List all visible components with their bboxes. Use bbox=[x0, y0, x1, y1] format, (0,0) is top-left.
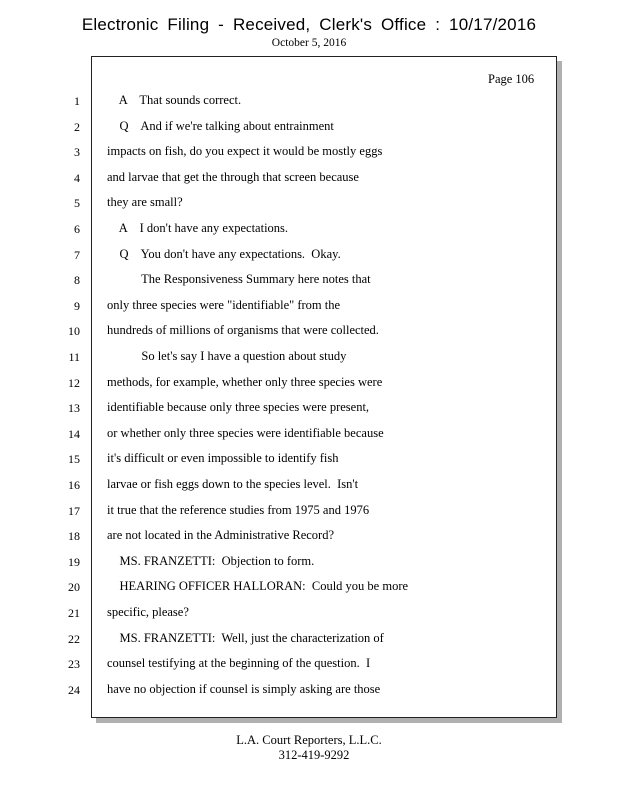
line-number: 24 bbox=[68, 683, 80, 697]
line-text: have no objection if counsel is simply asking are those bbox=[107, 682, 381, 696]
filing-stamp: Electronic Filing - Received, Clerk's Office : 10/17/2016 bbox=[81, 15, 537, 34]
line-text: identifiable because only three species were present, bbox=[107, 400, 370, 414]
line-text: it's difficult or even impossible to identify fish bbox=[107, 451, 339, 465]
line-text: HEARING OFFICER HALLORAN: Could you be more bbox=[107, 579, 409, 593]
line-number: 12 bbox=[68, 376, 80, 390]
line-number: 4 bbox=[74, 171, 80, 185]
line-number: 1 bbox=[74, 94, 80, 108]
line-number: 13 bbox=[68, 401, 80, 415]
line-text: larvae or fish eggs down to the species level. Isn't bbox=[107, 477, 359, 491]
line-text: A I don't have any expectations. bbox=[107, 221, 289, 235]
line-number: 5 bbox=[74, 196, 80, 210]
line-number: 11 bbox=[68, 350, 80, 364]
line-number: 23 bbox=[68, 657, 80, 671]
line-number: 20 bbox=[68, 580, 80, 594]
line-text: MS. FRANZETTI: Objection to form. bbox=[107, 554, 315, 568]
line-number: 6 bbox=[74, 222, 80, 236]
reporter-phone: 312-419-9292 bbox=[278, 748, 350, 762]
line-number: 22 bbox=[68, 632, 80, 646]
line-text: Q And if we're talking about entrainment bbox=[107, 119, 334, 133]
line-number: 3 bbox=[74, 145, 80, 159]
line-text: A That sounds correct. bbox=[107, 93, 242, 107]
line-number: 14 bbox=[68, 427, 80, 441]
reporter-company: L.A. Court Reporters, L.L.C. bbox=[236, 733, 382, 747]
line-number: 17 bbox=[68, 504, 80, 518]
line-number: 9 bbox=[74, 299, 80, 313]
line-number: 10 bbox=[68, 324, 80, 338]
line-text: they are small? bbox=[107, 195, 183, 209]
line-text: only three species were "identifiable" from the bbox=[107, 298, 341, 312]
line-number: 16 bbox=[68, 478, 80, 492]
line-text: impacts on fish, do you expect it would be mostly eggs bbox=[107, 144, 383, 158]
line-text: Q You don't have any expectations. Okay. bbox=[107, 247, 341, 261]
line-text: specific, please? bbox=[107, 605, 189, 619]
transcript-date: October 5, 2016 bbox=[271, 37, 347, 49]
page-number: Page 106 bbox=[488, 72, 535, 86]
line-text: counsel testifying at the beginning of the question. I bbox=[107, 656, 371, 670]
line-number: 8 bbox=[74, 273, 80, 287]
line-text: it true that the reference studies from 1975 and 1976 bbox=[107, 503, 370, 517]
line-number: 21 bbox=[68, 606, 80, 620]
line-number: 19 bbox=[68, 555, 80, 569]
line-number: 18 bbox=[68, 529, 80, 543]
line-text: The Responsiveness Summary here notes that bbox=[107, 272, 371, 286]
line-number: 7 bbox=[74, 248, 80, 262]
line-text: MS. FRANZETTI: Well, just the characterization of bbox=[107, 631, 384, 645]
line-number: 2 bbox=[74, 120, 80, 134]
line-number: 15 bbox=[68, 452, 80, 466]
line-text: or whether only three species were identifiable because bbox=[107, 426, 384, 440]
line-text: methods, for example, whether only three species were bbox=[107, 375, 383, 389]
line-text: So let's say I have a question about study bbox=[107, 349, 347, 363]
line-text: hundreds of millions of organisms that were collected. bbox=[107, 323, 379, 337]
line-text: and larvae that get the through that screen because bbox=[107, 170, 359, 184]
line-text: are not located in the Administrative Record? bbox=[107, 528, 335, 542]
